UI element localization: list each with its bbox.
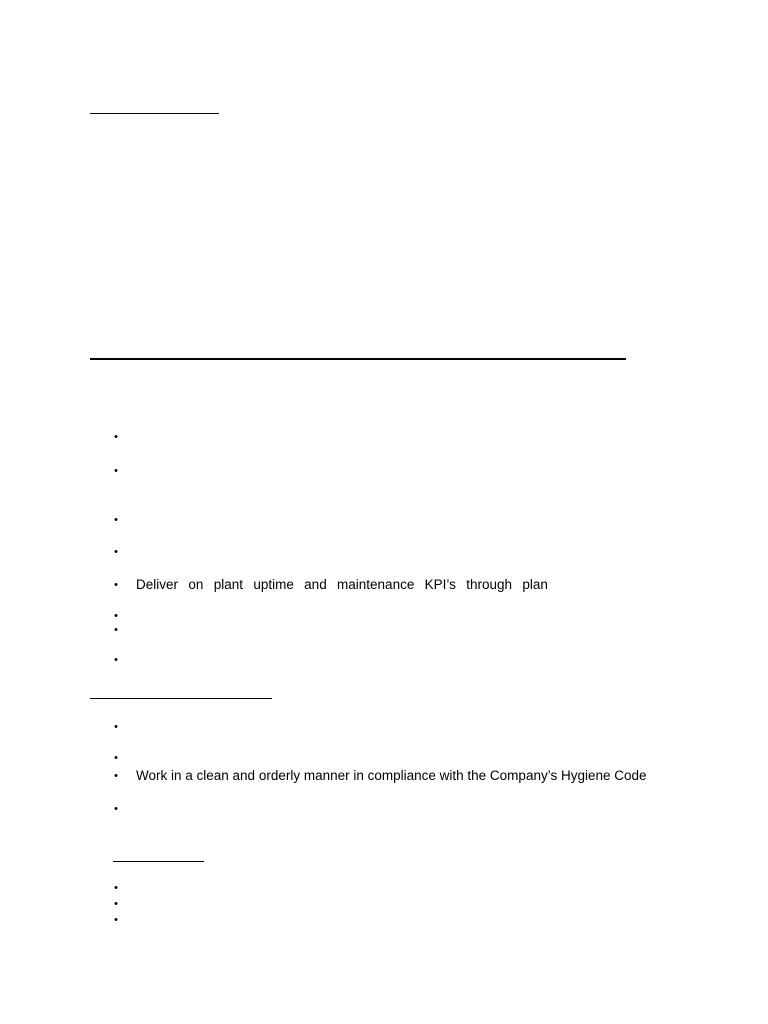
word: uptime xyxy=(253,577,294,592)
word: KPI’s xyxy=(424,577,456,592)
bullet-marker: • xyxy=(114,579,118,591)
bullet-marker: • xyxy=(114,546,118,558)
bullet-marker: • xyxy=(114,654,118,666)
word: Deliver xyxy=(136,577,179,592)
bullet-marker: • xyxy=(114,752,118,764)
heading-underline-2 xyxy=(90,358,626,360)
heading-underline-1 xyxy=(90,113,219,114)
word: and xyxy=(304,577,327,592)
bullet-marker: • xyxy=(114,610,118,622)
bullet-marker: • xyxy=(114,624,118,636)
word: plan xyxy=(522,577,548,592)
word: through xyxy=(466,577,513,592)
bullet-marker: • xyxy=(114,803,118,815)
bullet-marker: • xyxy=(114,882,118,894)
bullet-text-kpi xyxy=(136,577,548,593)
bullet-marker: • xyxy=(114,770,118,782)
bullet-text-hygiene: Work in a clean and orderly manner in compliance with the Company’s Hygiene Code xyxy=(136,768,647,783)
heading-underline-3 xyxy=(90,698,272,699)
word: on xyxy=(188,577,204,592)
bullet-marker: • xyxy=(114,431,118,443)
word: plant xyxy=(213,577,243,592)
bullet-marker: • xyxy=(114,514,118,526)
bullet-marker: • xyxy=(114,721,118,733)
heading-underline-4 xyxy=(113,861,204,862)
word: maintenance xyxy=(337,577,415,592)
bullet-marker: • xyxy=(114,898,118,910)
bullet-marker: • xyxy=(114,465,118,477)
bullet-marker: • xyxy=(114,914,118,926)
